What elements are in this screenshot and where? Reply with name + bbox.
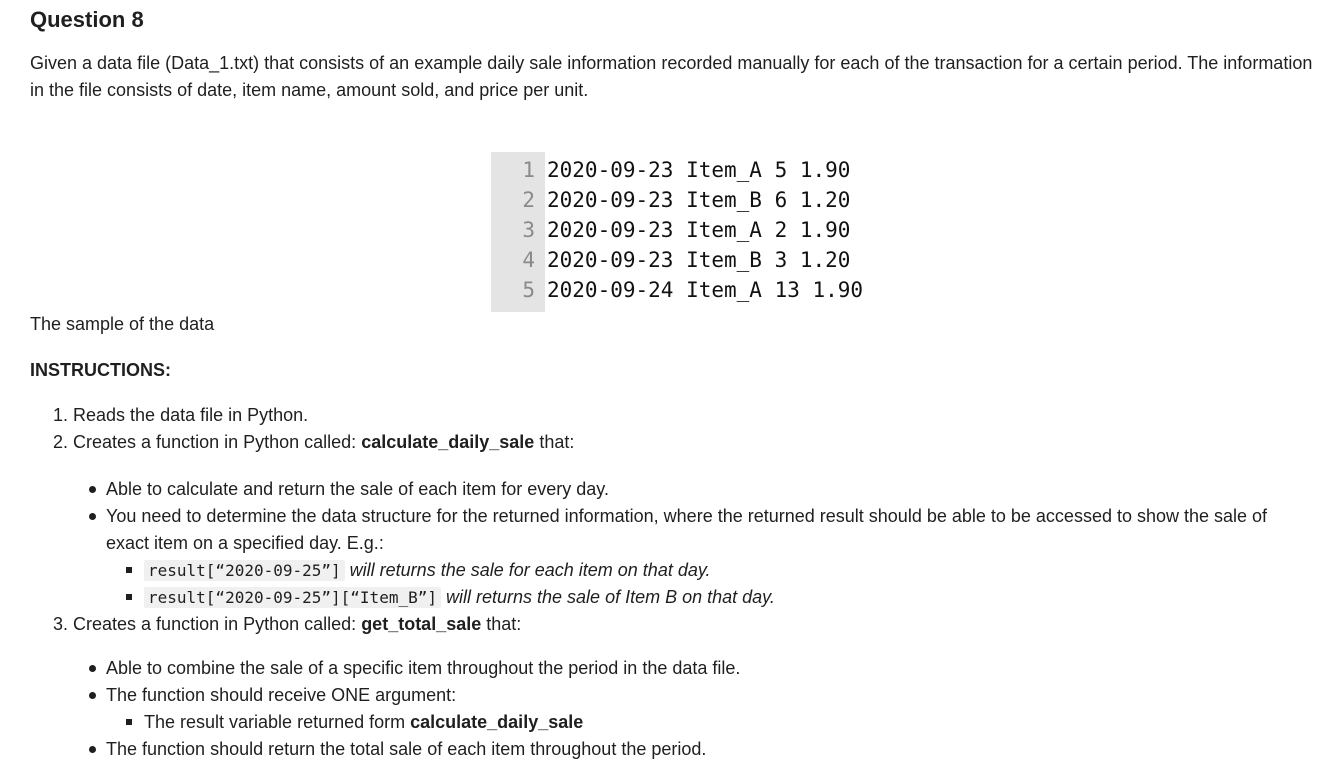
figure-caption: The sample of the data [30, 314, 215, 334]
bullet-icon [89, 746, 96, 753]
step-text: Reads the data file in Python. [73, 405, 309, 425]
line-number: 4 [522, 248, 535, 272]
step-3-bullet-1: Able to combine the sale of a specific item throughout the period in the data file. [106, 658, 741, 678]
step-3-bullet-3: The function should return the total sale of each item throughout the period. [106, 739, 707, 759]
step-3-sub-bullet [144, 709, 583, 736]
step-3 [30, 611, 521, 638]
sample-data-figure [491, 152, 863, 312]
sub-bullet-text: The result variable returned form [144, 712, 411, 732]
step-text: Creates a function in Python called: [73, 432, 362, 452]
step-text-suffix: that: [534, 432, 575, 452]
example-description: will returns the sale for each item on that day. [349, 560, 711, 580]
step-text-suffix: that: [481, 614, 522, 634]
example-description: will returns the sale of Item B on that day. [446, 587, 775, 607]
instructions-heading: INSTRUCTIONS: [30, 360, 171, 380]
bullet-icon [89, 665, 96, 672]
step-number: 3. [52, 614, 68, 634]
step-2-bullet-2-line-1: You need to determine the data structure for the returned information, where the returned result should be able to be accessed to show the sale of [106, 506, 1268, 526]
step-number: 2. [52, 432, 68, 452]
step-3-bullet-2: The function should receive ONE argument: [106, 685, 457, 705]
example-code: result[“2020-09-25”] [144, 560, 345, 581]
question-title: Question 8 [30, 7, 144, 32]
bullet-icon [89, 513, 96, 520]
square-bullet-icon [126, 567, 132, 573]
step-text: Creates a function in Python called: [73, 614, 362, 634]
step-1 [30, 402, 308, 429]
bullet-icon [89, 486, 96, 493]
step-2 [30, 429, 574, 456]
data-line: 2020-09-23 Item_B 3 1.20 [547, 248, 851, 272]
example-code: result[“2020-09-25”][“Item_B”] [144, 587, 441, 608]
example-2 [144, 584, 775, 611]
data-line: 2020-09-23 Item_A 5 1.90 [547, 158, 851, 182]
line-number: 3 [522, 218, 535, 242]
step-2-bullet-1: Able to calculate and return the sale of each item for every day. [106, 479, 609, 499]
sample-data-lines [545, 152, 863, 312]
function-name: get_total_sale [361, 614, 482, 634]
line-number: 2 [522, 188, 535, 212]
line-number: 1 [522, 158, 535, 182]
line-number: 5 [522, 278, 535, 302]
question-intro: Given a data file (Data_1.txt) that consists of an example daily sale information recorded manually for each of the transaction for a certain period. The information in the file consists of date, item name, amount sold, and price per unit. [30, 53, 1313, 100]
function-name: calculate_daily_sale [361, 432, 535, 452]
square-bullet-icon [126, 594, 132, 600]
function-name: calculate_daily_sale [410, 712, 584, 732]
step-number: 1. [52, 405, 68, 425]
data-line: 2020-09-24 Item_A 13 1.90 [547, 278, 864, 302]
line-number-gutter [491, 152, 545, 312]
data-line: 2020-09-23 Item_A 2 1.90 [547, 218, 851, 242]
example-1 [144, 557, 711, 584]
step-2-bullet-2-line-2: exact item on a specified day. E.g.: [106, 533, 384, 553]
data-line: 2020-09-23 Item_B 6 1.20 [547, 188, 851, 212]
square-bullet-icon [126, 719, 132, 725]
bullet-icon [89, 692, 96, 699]
